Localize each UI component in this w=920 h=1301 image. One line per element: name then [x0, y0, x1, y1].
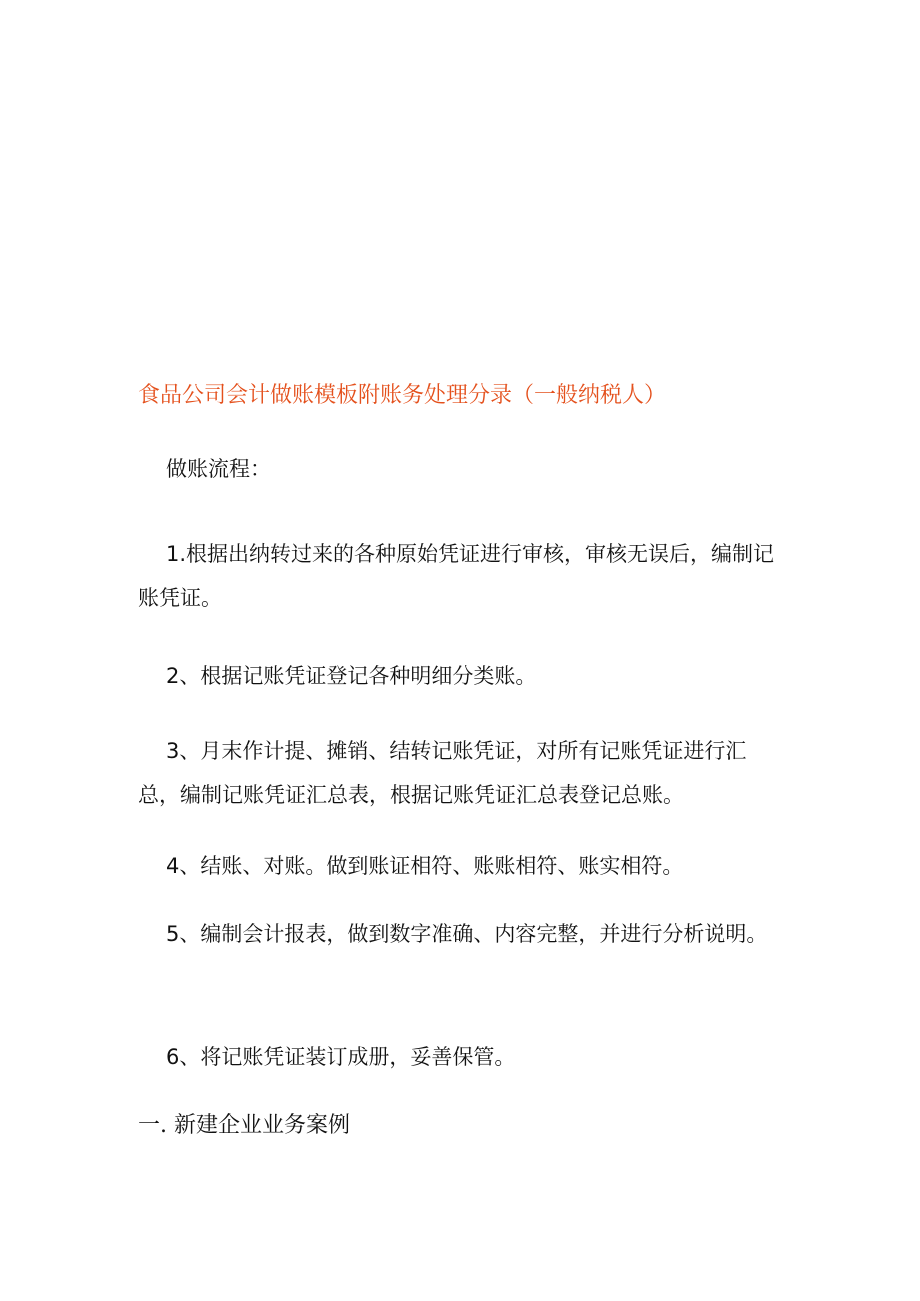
flow-heading: 做账流程：: [166, 457, 271, 481]
step-6: 6、将记账凭证装订成册，妥善保管。: [166, 1045, 516, 1069]
step-3: 3、月末作计提、摊销、结转记账凭证，对所有记账凭证进行汇总，编制记账凭证汇总表，根据记账凭证汇总表登记总账。: [138, 739, 747, 807]
document-title: 食品公司会计做账模板附账务处理分录（一般纳税人）: [138, 383, 667, 408]
step-5: 5、编制会计报表，做到数字准确、内容完整，并进行分析说明。: [166, 922, 768, 946]
section-heading: 一. 新建企业业务案例: [138, 1113, 350, 1138]
step-2: 2、根据记账凭证登记各种明细分类账。: [166, 664, 537, 688]
step-1: 1.根据出纳转过来的各种原始凭证进行审核，审核无误后，编制记账凭证。: [138, 542, 775, 610]
step-4: 4、结账、对账。做到账证相符、账账相符、账实相符。: [166, 854, 684, 878]
